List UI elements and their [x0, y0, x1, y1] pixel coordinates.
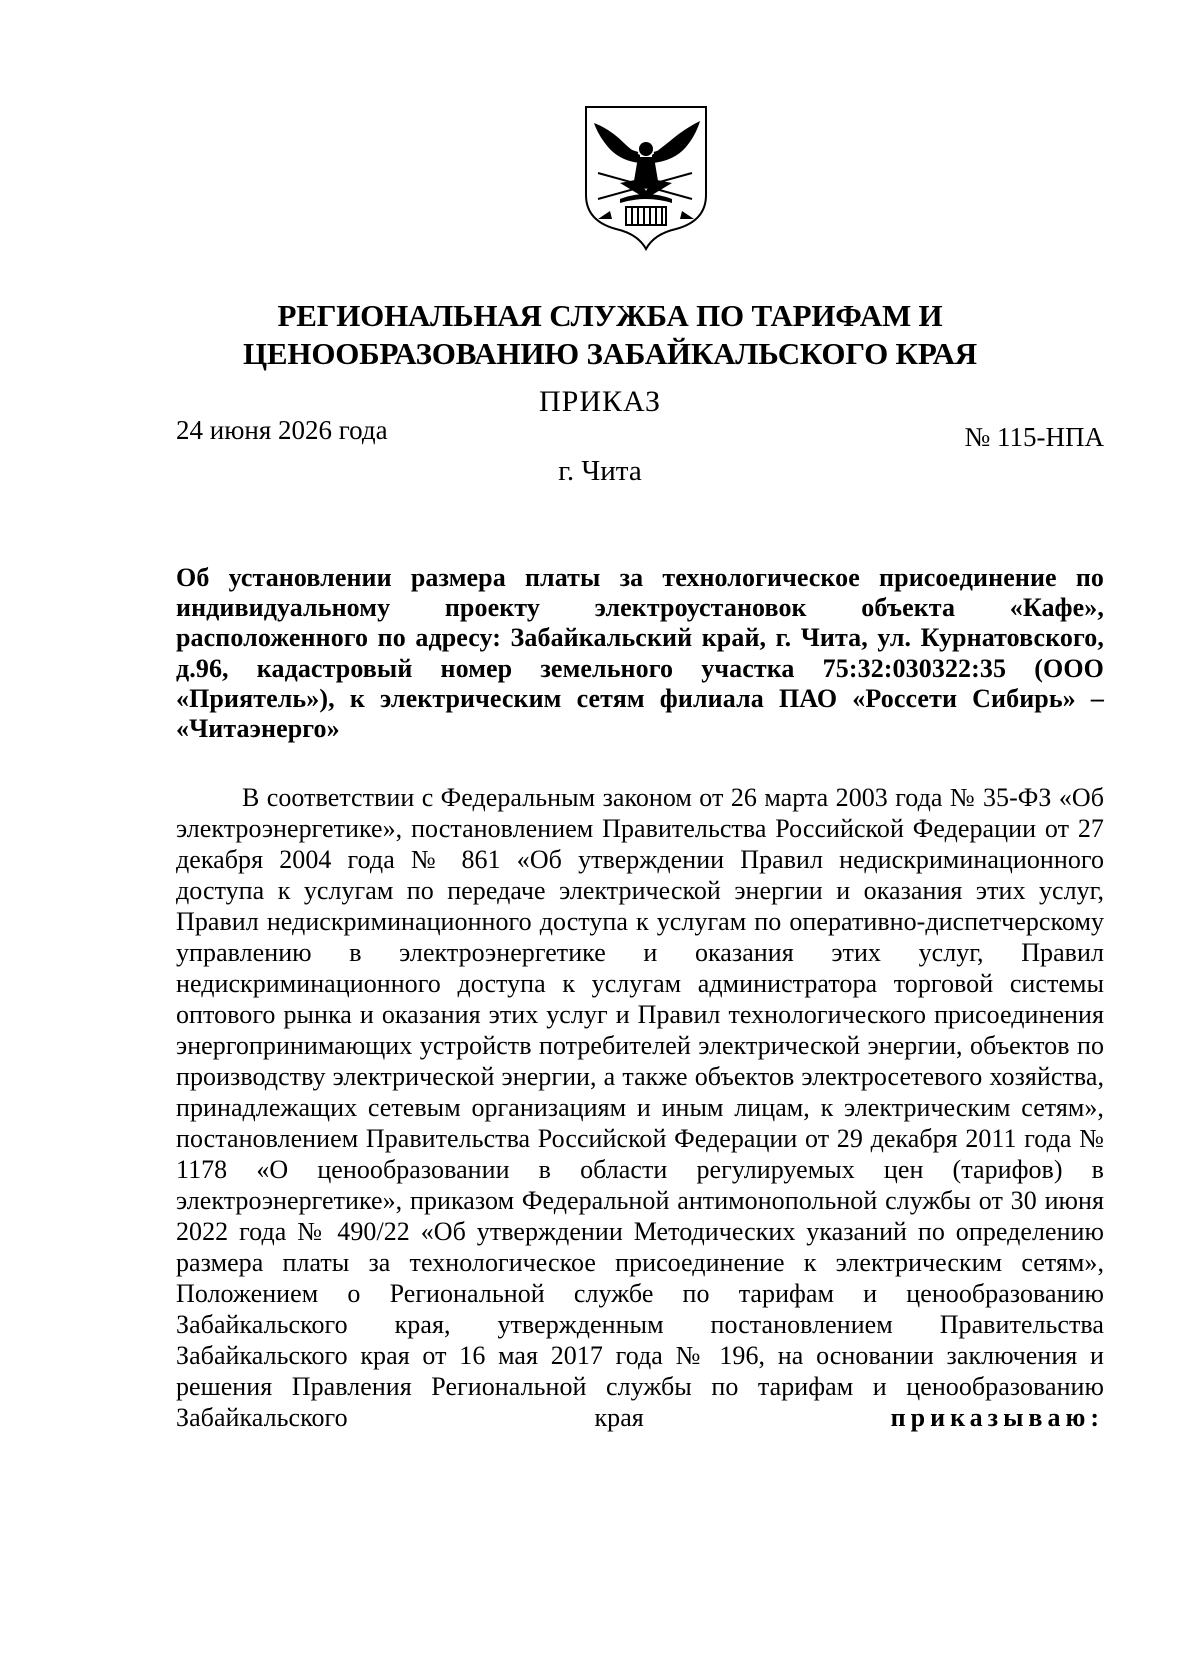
order-city: г. Чита [558, 455, 642, 487]
organization-title [160, 297, 1060, 373]
document-type: ПРИКАЗ [539, 385, 661, 418]
coat-of-arms-icon [580, 103, 712, 253]
order-number: № 115-НПА [964, 422, 1104, 452]
preamble-text: В соответствии с Федеральным законом от 26 марта 2003 года № 35-ФЗ «Об электроэнергетике», постановлением Правительства Российской Федерации от 27 декабря 2004 года № 861 «Об утверждении Правил недискриминационного доступа к услугам по передаче электрической энергии и оказания этих услуг, Правил недискриминационного доступа к услугам по оперативно-диспетчерскому управлению в электроэнергетике и оказания этих услуг, Правил недискриминационного доступа к услугам администратора торговой системы оптового рынка и оказания этих услуг и Правил технологического присоединения энергопринимающих устройств потребителей электрической энергии, объектов по производству электрической энергии, а также объектов электросетевого хозяйства, принадлежащих сетевым организациям и иным лицам, к электрическим сетям», постановлением Правительства Российской Федерации от 29 декабря 2011 года № 1178 «О ценообразовании в области регулируемых цен (тарифов) в электроэнергетике», приказом Федеральной антимонопольной службы от 30 июня 2022 года № 490/22 «Об утверждении Методических указаний по определению размера платы за технологическое присоединение к электрическим сетям», Положением о Региональной службе по тарифам и ценообразованию Забайкальского края, утвержденным постановлением Правительства Забайкальского края от 16 мая 2017 года № 196, на основании заключения и решения Правления Региональной службы по тарифам и ценообразованию Забайкальского края [176, 783, 1104, 1432]
organization-title-line-2: ЦЕНООБРАЗОВАНИЮ ЗАБАЙКАЛЬСКОГО КРАЯ [243, 336, 977, 371]
order-subject: Об установлении размера платы за технологическое присоединение по индивидуальному проекту электроустановок объекта «Кафе», расположенного по адресу: Забайкальский край, г. Чита, ул. Курнатовского, д.96, кадастровый номер земельного участка 75:32:030322:35 (ООО «Приятель»), к электрическим сетям филиала ПАО «Россети Сибирь» – «Читаэнерго» [176, 563, 1104, 744]
order-preamble [176, 782, 1104, 1433]
organization-title-line-1: РЕГИОНАЛЬНАЯ СЛУЖБА ПО ТАРИФАМ И [277, 298, 943, 333]
order-date: 24 июня 2026 года [176, 415, 388, 445]
orders-word: приказываю: [890, 1403, 1104, 1432]
